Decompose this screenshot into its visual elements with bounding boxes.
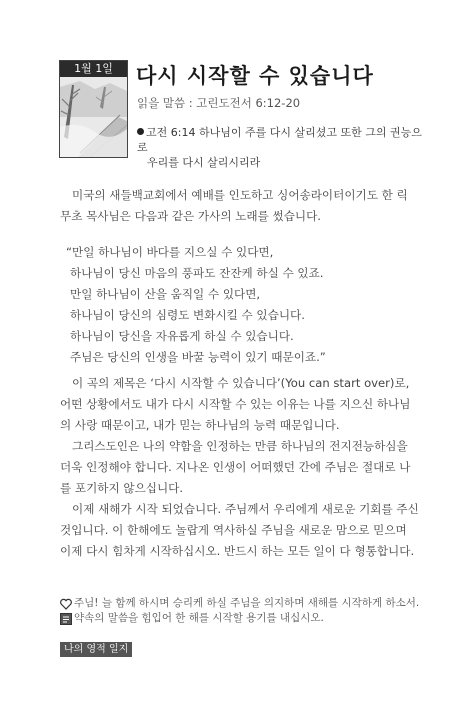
lyric-line: 주님은 당신의 인생을 바꿀 능력이 있기 때문이죠.” xyxy=(70,350,326,364)
prayer-text: 주님! 늘 함께 하시며 승리케 하실 주님을 의지하며 새해를 시작하게 하소서. xyxy=(74,597,420,609)
text-line: 이제 다시 힘차게 시작하십시오. 반드시 하는 모든 일이 다 형통합니다. xyxy=(60,544,415,558)
key-verse xyxy=(137,125,422,170)
bullet-icon xyxy=(137,128,144,135)
scripture-reading: 읽을 말씀 : 고린도전서 6:12-20 xyxy=(137,96,301,110)
page-title: 다시 시작할 수 있습니다 xyxy=(136,64,374,88)
text-line: 더욱 인정해야 합니다. 지나온 인생이 어떠했던 간에 주님은 절대로 나 xyxy=(60,460,411,474)
text-line: 어떤 상황에서도 내가 다시 시작할 수 있는 이유는 나를 지으신 하나님 xyxy=(60,397,411,411)
intro-paragraph xyxy=(60,185,410,227)
heart-icon xyxy=(60,598,72,610)
key-verse-line: 우리를 다시 살리시리라 xyxy=(147,156,261,169)
text-line: 의 사랑 때문이고, 내가 믿는 하나님의 능력 때문입니다. xyxy=(60,418,340,432)
lyric-line: 만일 하나님이 산을 움직일 수 있다면, xyxy=(70,287,261,301)
text-line: 무초 목사님은 다음과 같은 가사의 노래를 썼습니다. xyxy=(60,209,321,223)
journal-label: 나의 영적 일지 xyxy=(60,642,132,657)
body-paragraph xyxy=(60,373,419,562)
prayer-row xyxy=(60,596,419,611)
text-line: 이 곡의 제목은 ‘다시 시작할 수 있습니다’(You can start over)로, xyxy=(72,376,410,390)
prayer-section xyxy=(60,596,419,626)
lyric-line: 하나님이 당신의 심령도 변화시킬 수 있습니다. xyxy=(70,308,305,322)
lyric-line: 하나님이 당신을 자유롭게 하실 수 있습니다. xyxy=(70,329,294,343)
action-row xyxy=(60,611,419,626)
snowy-trees-illustration xyxy=(60,77,127,157)
header-winter-photo xyxy=(59,60,128,158)
song-lyrics xyxy=(66,242,326,368)
text-line: 것입니다. 이 한해에도 놀랍게 역사하실 주님을 새로운 맘으로 믿으며 xyxy=(60,523,407,537)
text-line: 그리스도인은 나의 약함을 인정하는 만큼 하나님의 전지전능하심을 xyxy=(72,439,408,453)
lyric-line: “만일 하나님이 바다를 지으실 수 있다면, xyxy=(66,245,274,259)
date-badge: 1월 1일 xyxy=(60,61,127,77)
text-line: 이제 새해가 시작 되었습니다. 주님께서 우리에게 새로운 기회를 주신 xyxy=(72,502,419,516)
key-verse-line: 고전 6:14 하나님이 주를 다시 살리셨고 또한 그의 권능으로 xyxy=(137,126,422,154)
action-text: 약속의 말씀을 힘입어 한 해를 시작할 용기를 내십시오. xyxy=(74,612,324,624)
text-line: 를 포기하지 않으십니다. xyxy=(60,481,184,495)
lyric-line: 하나님이 당신 마음의 풍파도 잔잔케 하실 수 있죠. xyxy=(70,266,324,280)
text-line: 미국의 새들백교회에서 예배를 인도하고 싱어송라이터이기도 한 릭 xyxy=(72,188,408,202)
action-box-icon xyxy=(60,613,72,625)
